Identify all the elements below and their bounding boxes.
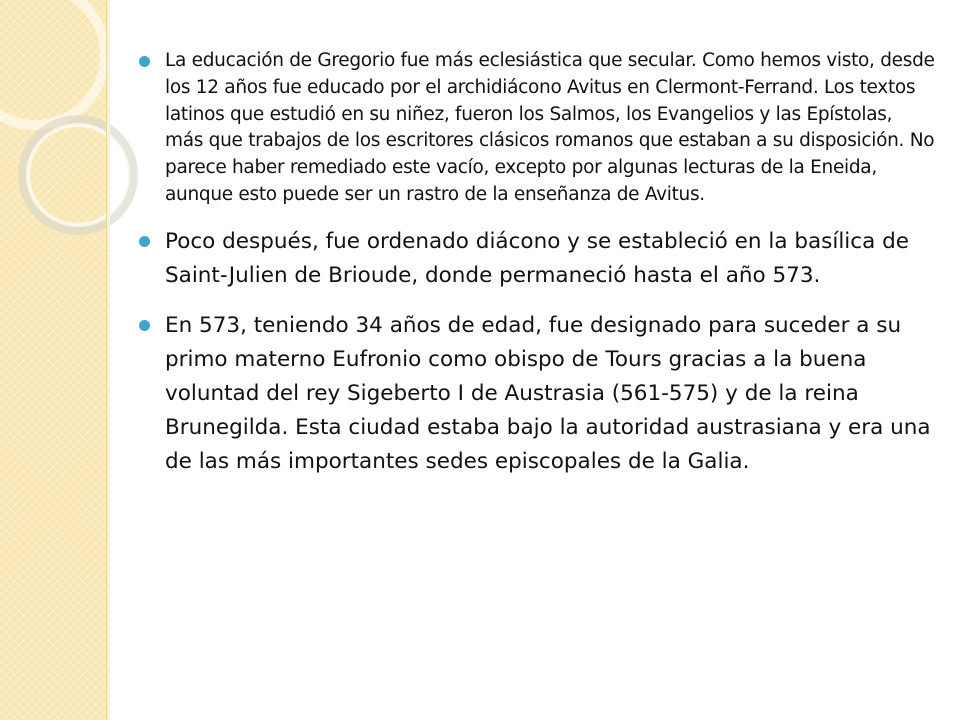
- bullet-item-bishop: [135, 309, 935, 479]
- bullet-text: La educación de Gregorio fue más eclesiástica que secular. Como hemos visto, desde los 12 años fue educado por el archidiácono Avitus en Clermont-Ferrand. Los textos latinos que estudió en su niñez, fueron los Salmos, los Evangelios y las Epístolas, más que trabajos de los escritores clásicos romanos que estaban a su disposición. No parece haber remediado este vacío, excepto por algunas lecturas de la Eneida, aunque esto puede ser un rastro de la enseñanza de Avitus.: [165, 50, 935, 205]
- decorative-ring-top: [0, 0, 110, 130]
- bullet-item-deacon: [135, 225, 935, 293]
- bullet-dot-icon: [139, 56, 150, 67]
- decorative-ring-highlight: [26, 123, 130, 227]
- decorative-divider: [106, 0, 110, 720]
- slide-body: [135, 48, 935, 495]
- bullet-item-education: [135, 48, 935, 209]
- bullet-text: En 573, teniendo 34 años de edad, fue designado para suceder a su primo materno Eufronio como obispo de Tours gracias a la buena voluntad del rey Sigeberto I de Austrasia (561-575) y de la reina Brunegilda. Esta ciudad estaba bajo la autoridad austrasiana y era una de las más importantes sedes episcopales de la Galia.: [165, 312, 931, 474]
- decorative-side-band: [0, 0, 106, 720]
- bullet-dot-icon: [139, 320, 150, 331]
- bullet-dot-icon: [139, 236, 150, 247]
- bullet-list: [135, 48, 935, 479]
- bullet-text: Poco después, fue ordenado diácono y se estableció en la basílica de Saint-Julien de Brioude, donde permaneció hasta el año 573.: [165, 228, 909, 288]
